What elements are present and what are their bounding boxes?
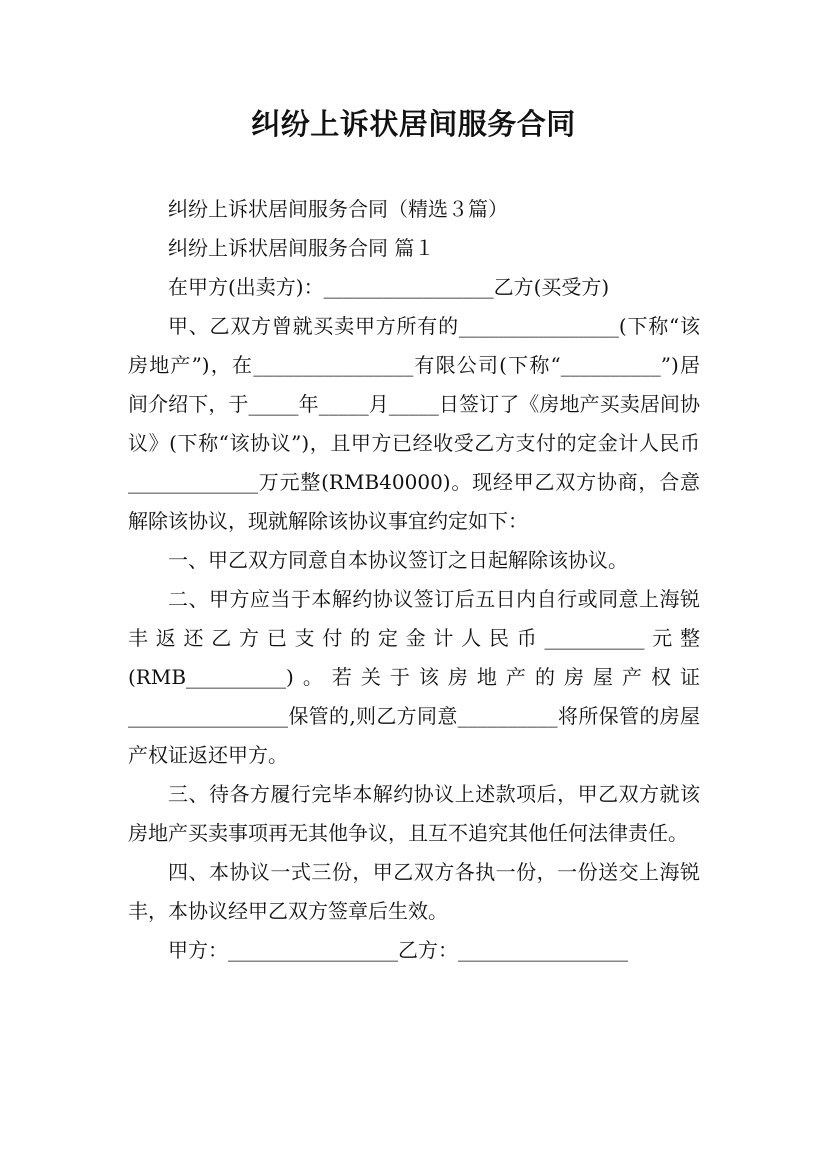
paragraph-subheading: 纠纷上诉状居间服务合同 篇１ [168,236,435,260]
paragraph-heading: 纠纷上诉状居间服务合同（精选３篇） [168,197,508,221]
paragraph-clause-3: 三、待各方履行完毕本解约协议上述款项后，甲乙双方就该房地产买卖事项再无其他争议，且互不追究其他任何法律责任。 [128,782,700,845]
paragraph-parties: 在甲方(出卖方)：_________________乙方(买受方) [168,275,610,299]
document-body [128,190,700,970]
paragraph-clause-2: 二、甲方应当于本解约协议签订后五日内自行或同意上海锐丰返还乙方已支付的定金计人民币__________元整(RMB__________)。若关于该房地产的房屋产权证________________保管的,则乙方同意__________将所保管的房屋产权证返还甲方。 [128,587,700,767]
paragraph-background: 甲、乙双方曾就买卖甲方所有的________________(下称“该房地产”)，在________________有限公司(下称“__________”)居间介绍下，于_____年_____月_____日签订了《房地产买卖居间协议》(下称“该协议”)，且甲方已经收受乙方支付的定金计人民币_____________万元整(RMB40000)。现经甲乙双方协商，合意解除该协议，现就解除该协议事宜约定如下： [128,314,700,533]
document-title: 纠纷上诉状居间服务合同 [251,107,576,141]
paragraph-clause-1: 一、甲乙双方同意自本协议签订之日起解除该协议。 [168,548,628,572]
paragraph-signatures: 甲方：_________________乙方：_________________ [168,938,628,962]
paragraph-clause-4: 四、本协议一式三份，甲乙双方各执一份，一份送交上海锐丰，本协议经甲乙双方签章后生效。 [128,860,700,923]
